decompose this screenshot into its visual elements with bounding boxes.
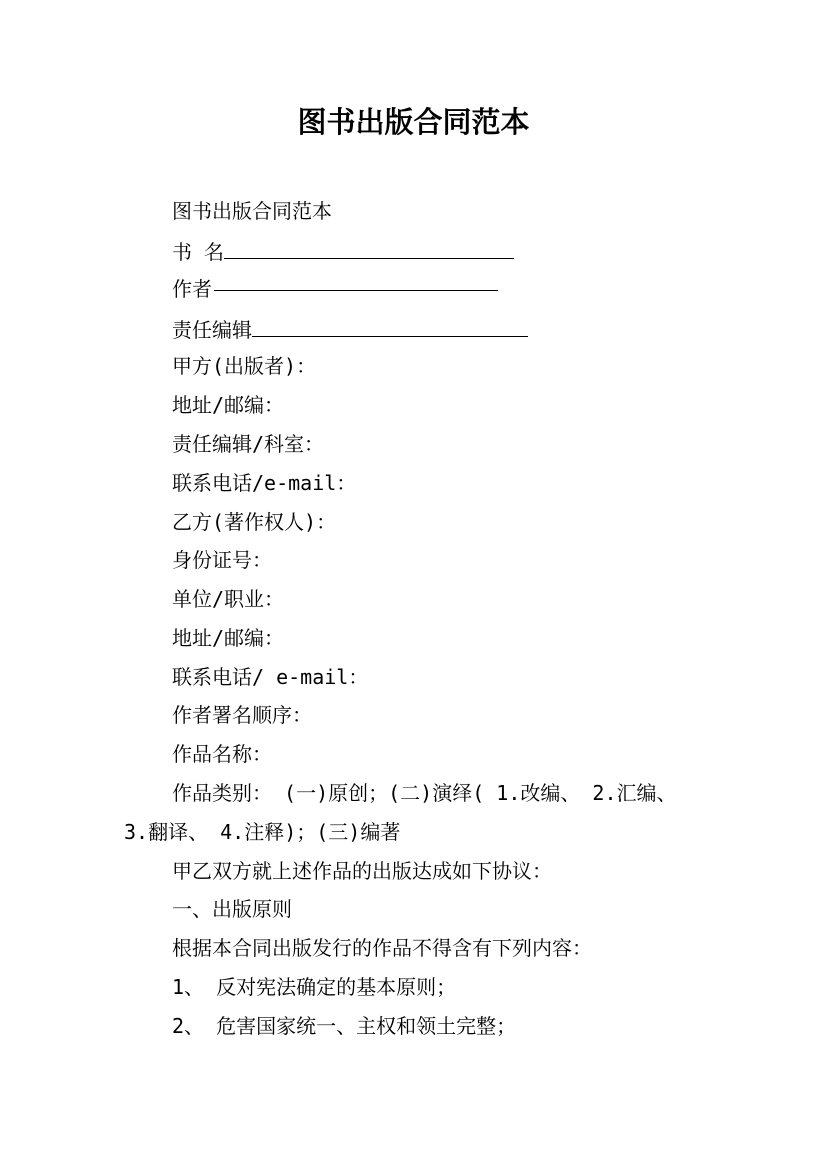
- doc-line-work-title: 作品名称：: [172, 742, 272, 766]
- book-name-line: [172, 238, 514, 264]
- doc-line-subtitle: 图书出版合同范本: [172, 199, 332, 223]
- doc-line-prohibited: 根据本合同出版发行的作品不得含有下列内容：: [172, 936, 592, 960]
- editor-blank: [252, 316, 528, 337]
- book-name-blank: [224, 238, 514, 259]
- doc-line-party-b: 乙方(著作权人)：: [172, 510, 337, 534]
- editor-label: 责任编辑: [172, 318, 252, 342]
- author-blank: [214, 290, 498, 291]
- doc-line-address-a: 地址/邮编：: [172, 393, 285, 417]
- doc-line-agreement: 甲乙双方就上述作品的出版达成如下协议：: [172, 859, 552, 883]
- document-title: 图书出版合同范本: [297, 105, 530, 139]
- author-line: [172, 277, 498, 301]
- doc-line-employer: 单位/职业：: [172, 587, 285, 611]
- doc-line-work-type-cont: 3.翻译、 4.注释)；(三)编著: [124, 820, 401, 844]
- list-item-2: 2、 危害国家统一、主权和领土完整；: [172, 1014, 517, 1038]
- doc-line-author-order: 作者署名顺序：: [172, 703, 312, 727]
- book-name-label: 书 名: [172, 240, 225, 264]
- section-heading-principles: 一、出版原则: [172, 897, 292, 921]
- author-label: 作者: [172, 277, 212, 301]
- doc-line-party-a: 甲方(出版者)：: [172, 354, 317, 378]
- doc-line-id-number: 身份证号：: [172, 548, 272, 572]
- list-item-1: 1、 反对宪法确定的基本原则；: [172, 975, 457, 999]
- doc-line-contact-b: 联系电话/ e-mail：: [172, 665, 369, 689]
- doc-line-work-type: 作品类别： (一)原创；(二)演绎( 1.改编、 2.汇编、: [172, 781, 677, 805]
- doc-line-contact-a: 联系电话/e-mail：: [172, 471, 357, 495]
- editor-line: [172, 316, 528, 342]
- doc-line-editor-dept: 责任编辑/科室：: [172, 432, 325, 456]
- doc-line-address-b: 地址/邮编：: [172, 626, 285, 650]
